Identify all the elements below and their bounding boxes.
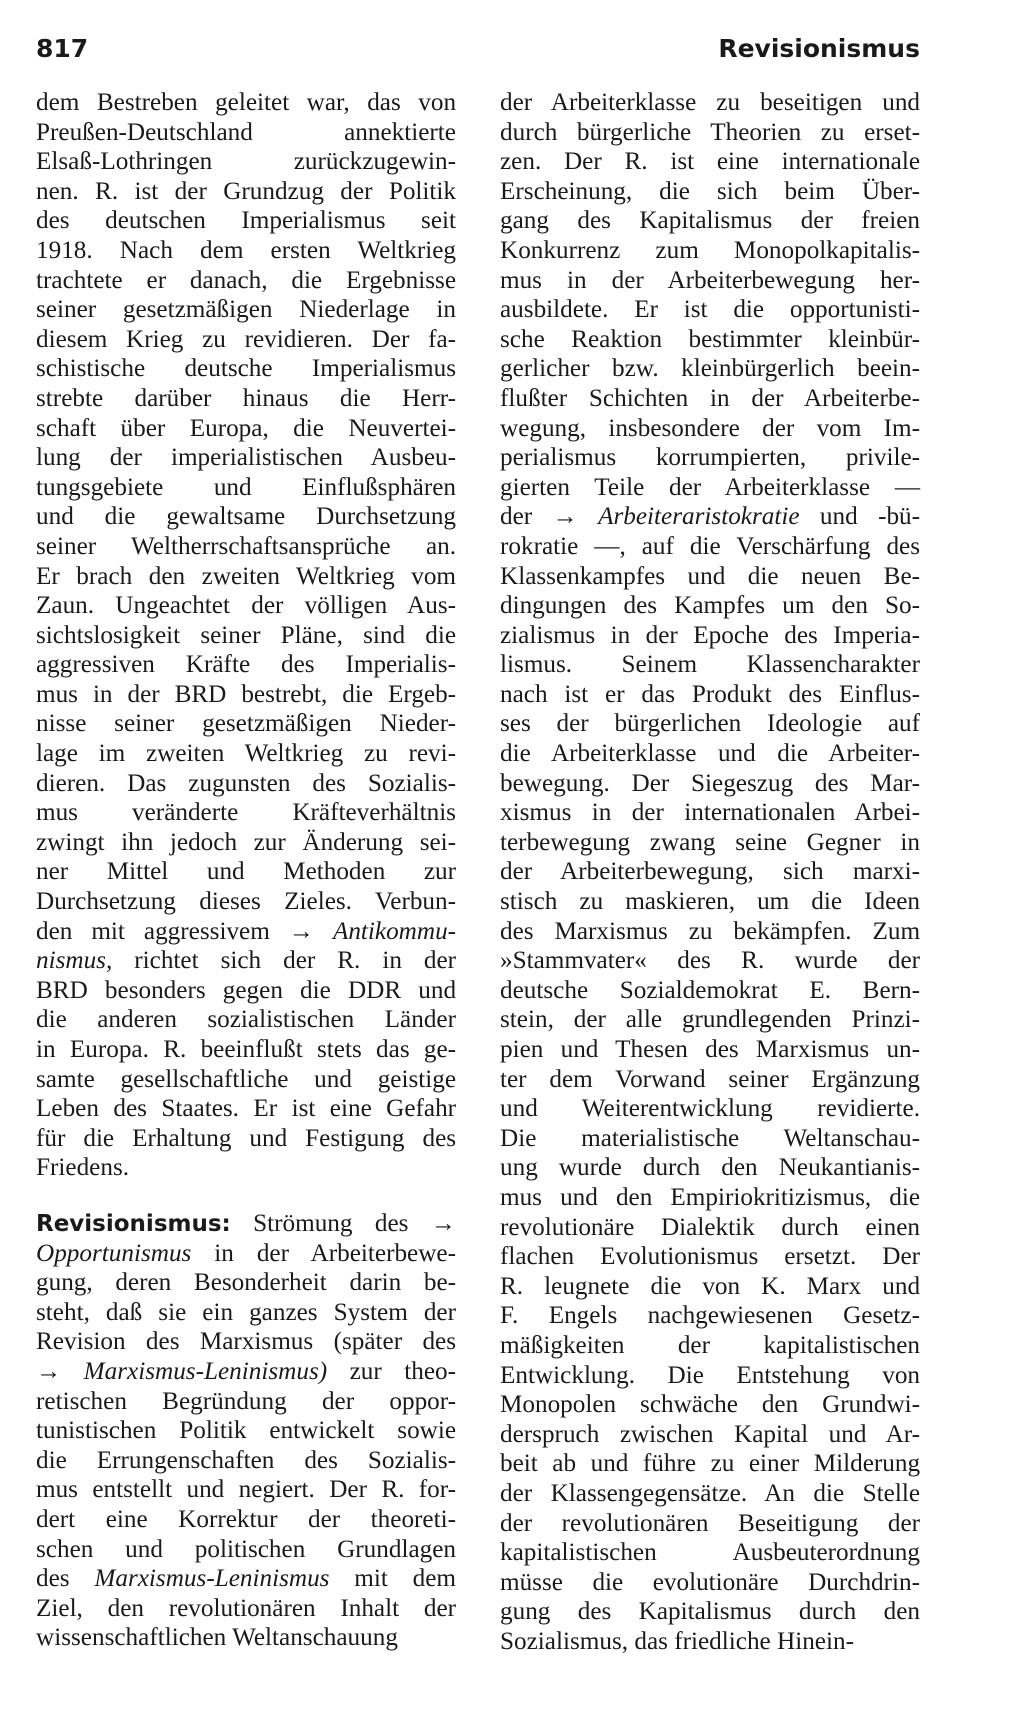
text-line: in Europa. R. beeinflußt stets das ge-: [36, 1036, 457, 1063]
text-line: Opportunismus in der Arbeiterbewe-: [36, 1239, 456, 1267]
text-line: mus in der BRD bestrebt, die Ergeb-: [36, 680, 457, 708]
text-line: bewegung. Der Siegeszug des Mar-: [500, 769, 921, 797]
text-line: schen und politischen Grundlagen: [36, 1535, 457, 1563]
text-line: lung der imperialistischen Ausbeu-: [36, 444, 456, 472]
text-line: Er brach den zweiten Weltkrieg vom: [36, 562, 457, 590]
text-line: mus in der Arbeiterbewegung her-: [500, 266, 920, 294]
text-line: ses der bürgerlichen Ideologie auf: [500, 710, 921, 738]
text-line: seiner gesetzmäßigen Niederlage in: [36, 296, 456, 324]
text-line: mus entstellt und negiert. Der R. for-: [36, 1476, 457, 1504]
text-line: der Klassengegensätze. An die Stelle: [500, 1479, 921, 1507]
text-line: perialismus korrumpierten, privile-: [500, 444, 921, 472]
text-line: wissenschaftlichen Weltanschauung: [36, 1624, 398, 1652]
text-line: gung, deren Besonderheit darin be-: [36, 1269, 457, 1297]
text-line: gierten Teile der Arbeiterklasse —: [500, 473, 921, 501]
text-line: der Arbeiterklasse zu beseitigen und: [500, 89, 920, 116]
text-line: retischen Begründung der oppor-: [36, 1387, 457, 1415]
text-line: mus veränderte Kräfteverhältnis: [36, 799, 456, 827]
text-line: F. Engels nachgewiesenen Gesetz-: [500, 1302, 920, 1330]
text-line: flachen Evolutionismus ersetzt. Der: [500, 1243, 921, 1271]
text-line: die Arbeiterklasse und die Arbeiter-: [500, 740, 921, 768]
text-line: des Marxismus zu bekämpfen. Zum: [500, 917, 921, 945]
text-line: dingungen des Kampfes um den So-: [500, 592, 921, 620]
text-line: dieren. Das zugunsten des Sozialis-: [36, 769, 457, 797]
page-number: 817: [36, 34, 89, 63]
text-line: dert eine Korrektur der theoreti-: [36, 1505, 456, 1533]
text-line: Friedens.: [36, 1154, 130, 1182]
text-line: zen. Der R. ist eine internationale: [500, 148, 921, 176]
text-line: und die gewaltsame Durchsetzung: [36, 503, 457, 531]
text-line: tunistischen Politik entwickelt sowie: [36, 1417, 457, 1445]
text-line: der Arbeiterbewegung, sich marxi-: [500, 858, 920, 886]
text-line: revolutionäre Dialektik durch einen: [500, 1213, 921, 1241]
text-line: ausbildete. Er ist die opportunisti-: [500, 296, 920, 324]
text-line: ner Mittel und Methoden zur: [36, 858, 457, 886]
text-line: xismus in der internationalen Arbei-: [500, 799, 921, 827]
text-line: seiner Weltherrschaftsansprüche an.: [36, 532, 457, 560]
text-line: Erscheinung, die sich beim Über-: [500, 177, 921, 205]
text-line: aggressiven Kräfte des Imperialis-: [36, 651, 456, 679]
entry-headword: Revisionismus:: [36, 1210, 231, 1237]
text-line: Die materialistische Weltanschau-: [500, 1124, 920, 1152]
entry-first-text: Strömung des →: [230, 1209, 456, 1237]
right-column: [500, 88, 920, 1656]
text-line: Durchsetzung dieses Zieles. Verbun-: [36, 888, 457, 916]
text-line: sichtslosigkeit seiner Pläne, sind die: [36, 621, 457, 649]
text-line: ung wurde durch den Neukantianis-: [500, 1154, 921, 1182]
text-line: dem Bestreben geleitet war, das von: [36, 89, 457, 116]
running-title: Revisionismus: [718, 34, 920, 63]
text-line: Konkurrenz zum Monopolkapitalis-: [500, 236, 921, 264]
text-line: wegung, insbesondere der vom Im-: [500, 414, 920, 442]
text-line: BRD besonders gegen die DDR und: [36, 976, 457, 1004]
text-line: zwingt ihn jedoch zur Änderung sei-: [36, 828, 457, 856]
text-line: steht, daß sie ein ganzes System der: [36, 1298, 456, 1326]
text-line: der revolutionären Beseitigung der: [500, 1509, 921, 1537]
text-line: lismus. Seinem Klassencharakter: [500, 651, 920, 679]
text-line: der → Arbeiteraristokratie und -bü-: [500, 503, 921, 531]
text-line: samte gesellschaftliche und geistige: [36, 1065, 457, 1093]
left-column: [36, 88, 456, 1653]
text-line: trachtete er danach, die Ergebnisse: [36, 266, 456, 294]
text-line: pien und Thesen des Marxismus un-: [500, 1036, 921, 1063]
paragraph-gap: [36, 1183, 456, 1209]
text-line: des deutschen Imperialismus seit: [36, 207, 457, 235]
text-line: Leben des Staates. Er ist eine Gefahr: [36, 1095, 457, 1123]
text-line: Entwicklung. Die Entstehung von: [500, 1361, 921, 1389]
text-line: Klassenkampfes und die neuen Be-: [500, 562, 921, 590]
text-line: mus und den Empiriokritizismus, die: [500, 1183, 921, 1211]
text-line: schistische deutsche Imperialismus: [36, 355, 456, 383]
text-line: flußter Schichten in der Arbeiterbe-: [500, 384, 920, 412]
text-line: lage im zweiten Weltkrieg zu revi-: [36, 740, 457, 768]
text-line: ter dem Vorwand seiner Ergänzung: [500, 1065, 921, 1093]
text-line: und Weiterentwicklung revidierte.: [500, 1095, 921, 1123]
text-line: sche Reaktion bestimmter kleinbür-: [500, 325, 921, 353]
text-line: Sozialismus, das friedliche Hinein-: [500, 1627, 854, 1655]
text-line: den mit aggressivem → Antikommu-: [36, 917, 457, 945]
text-line: nach ist er das Produkt des Einflus-: [500, 680, 920, 708]
text-line: 1918. Nach dem ersten Weltkrieg: [36, 236, 457, 264]
entry-first-line: [36, 1209, 456, 1239]
text-line: gerlicher bzw. kleinbürgerlich beein-: [500, 355, 921, 383]
text-line: stisch zu maskieren, um die Ideen: [500, 888, 921, 916]
text-line: gung des Kapitalismus durch den: [500, 1598, 920, 1626]
text-line: durch bürgerliche Theorien zu erset-: [500, 118, 921, 146]
text-line: die anderen sozialistischen Länder: [36, 1006, 456, 1034]
text-line: Monopolen schwäche den Grundwi-: [500, 1391, 921, 1419]
text-line: Preußen-Deutschland annektierte: [36, 118, 456, 146]
text-line: tungsgebiete und Einflußsphären: [36, 473, 457, 501]
text-line: Revision des Marxismus (später des: [36, 1328, 457, 1356]
text-line: nismus, richtet sich der R. in der: [36, 947, 457, 975]
text-line: stein, der alle grundlegenden Prinzi-: [500, 1006, 921, 1034]
text-line: mäßigkeiten der kapitalistischen: [500, 1331, 921, 1359]
text-line: strebte darüber hinaus die Herr-: [36, 384, 457, 412]
text-line: → Marxismus-Leninismus) zur theo-: [36, 1357, 457, 1385]
text-line: kapitalistischen Ausbeuterordnung: [500, 1539, 920, 1567]
text-line: zialismus in der Epoche des Imperia-: [500, 621, 921, 649]
text-line: diesem Krieg zu revidieren. Der fa-: [36, 325, 457, 353]
text-line: R. leugnete die von K. Marx und: [500, 1272, 921, 1300]
text-line: nisse seiner gesetzmäßigen Nieder-: [36, 710, 456, 738]
text-line: gang des Kapitalismus der freien: [500, 207, 921, 235]
page-header: [36, 34, 920, 70]
text-line: für die Erhaltung und Festigung des: [36, 1124, 457, 1152]
text-line: Elsaß-Lothringen zurückzugewin-: [36, 148, 456, 176]
text-line: nen. R. ist der Grundzug der Politik: [36, 177, 457, 205]
text-line: die Errungenschaften des Sozialis-: [36, 1446, 457, 1474]
text-line: müsse die evolutionäre Durchdrin-: [500, 1568, 920, 1596]
text-line: deutsche Sozialdemokrat E. Bern-: [500, 976, 921, 1004]
text-line: beit ab und führe zu einer Milderung: [500, 1450, 921, 1478]
text-line: des Marxismus-Leninismus mit dem: [36, 1565, 457, 1593]
text-line: terbewegung zwang seine Gegner in: [500, 828, 921, 856]
text-line: Ziel, den revolutionären Inhalt der: [36, 1594, 457, 1622]
text-line: rokratie —, auf die Verschärfung des: [500, 532, 921, 560]
text-line: »Stammvater« des R. wurde der: [500, 947, 921, 975]
text-line: Zaun. Ungeachtet der völligen Aus-: [36, 592, 457, 620]
text-line: schaft über Europa, die Neuvertei-: [36, 414, 457, 442]
text-line: derspruch zwischen Kapital und Ar-: [500, 1420, 921, 1448]
